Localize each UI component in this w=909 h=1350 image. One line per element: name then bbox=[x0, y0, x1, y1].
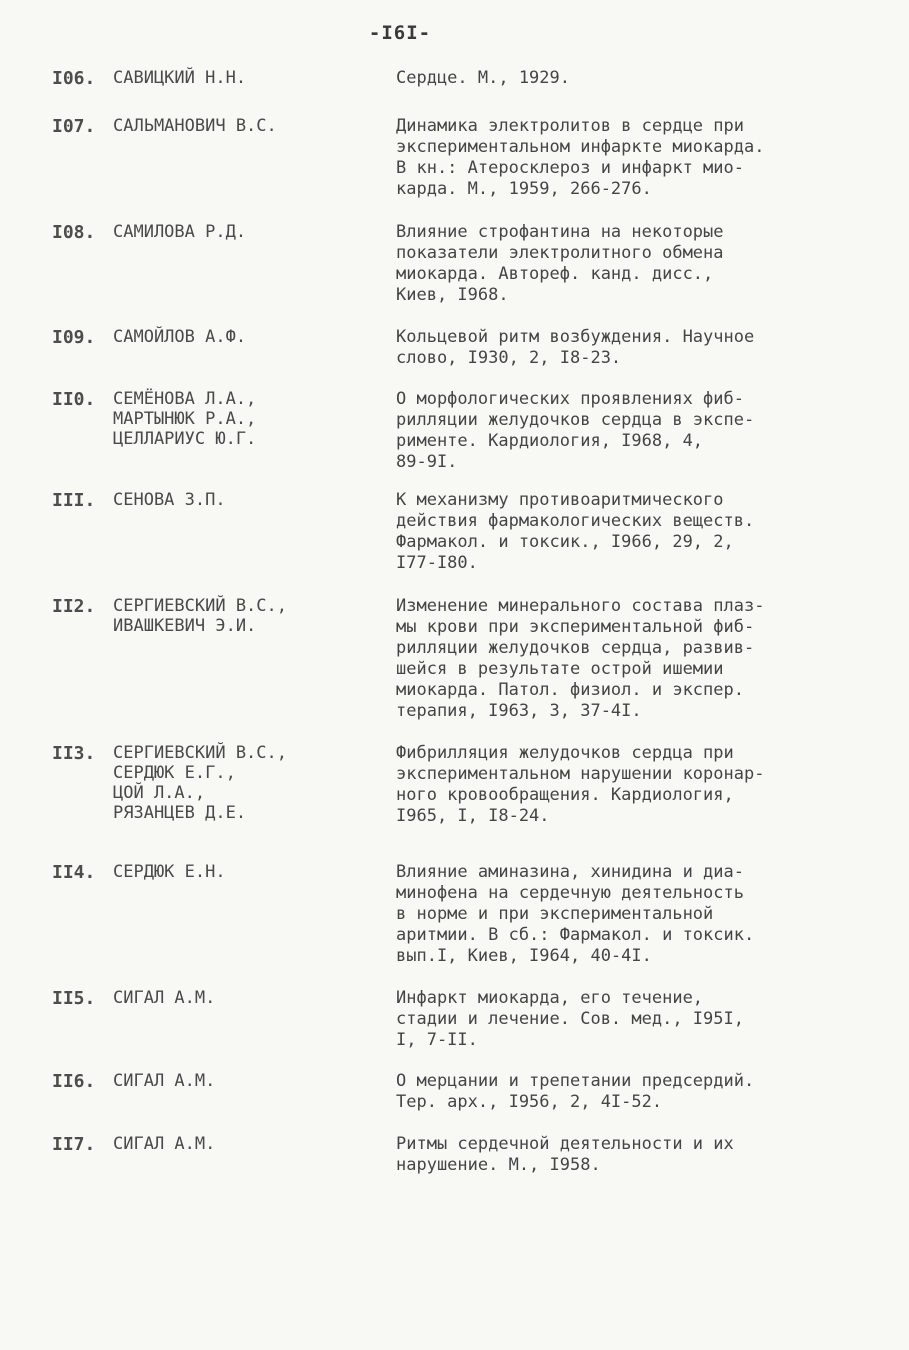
author-name: САЛЬМАНОВИЧ В.С. bbox=[113, 116, 277, 136]
entry-reference: Влияние аминазина, хинидина и диа- минофена на сердечную деятельность в норме и при экспериментальной аритмии. В сб.: Фармакол. и токсик. вып.I, Киев, I964, 40-4I. bbox=[396, 862, 755, 966]
entry-authors bbox=[113, 389, 383, 449]
entry-reference: Влияние строфантина на некоторые показатели электролитного обмена миокарда. Автореф. канд. дисс., Киев, I968. bbox=[396, 222, 724, 305]
author-name: МАРТЫНЮК Р.А., bbox=[113, 409, 257, 429]
entry-authors bbox=[113, 596, 383, 636]
entry-authors bbox=[113, 68, 383, 88]
entry-reference: Инфаркт миокарда, его течение, стадии и лечение. Сов. мед., I95I, I, 7-II. bbox=[396, 988, 744, 1050]
entry-authors bbox=[113, 1134, 383, 1154]
entry-reference: Сердце. М., 1929. bbox=[396, 68, 570, 88]
entry-reference: Динамика электролитов в сердце при экспериментальном инфаркте миокарда. В кн.: Атеросклероз и инфаркт мио- карда. М., 1959, 266-276. bbox=[396, 116, 765, 199]
entry-number: II0. bbox=[52, 389, 96, 410]
entry-number: I09. bbox=[52, 327, 96, 348]
entry-number: I08. bbox=[52, 222, 96, 243]
entry-authors bbox=[113, 327, 383, 347]
entry-number: II4. bbox=[52, 862, 96, 883]
author-name: СЕРДЮК Е.Г., bbox=[113, 763, 236, 783]
entry-number: III. bbox=[52, 490, 96, 511]
entry-authors bbox=[113, 490, 383, 510]
entry-reference: Фибрилляция желудочков сердца при экспериментальном нарушении коронар- ного кровообращения. Кардиология, I965, I, I8-24. bbox=[396, 743, 765, 826]
entry-number: I07. bbox=[52, 116, 96, 137]
author-name: СЕНОВА З.П. bbox=[113, 490, 226, 510]
author-name: СЕРГИЕВСКИЙ В.С., bbox=[113, 596, 287, 616]
entry-reference: К механизму противоаритмического действия фармакологических веществ. Фармакол. и токсик., I966, 29, 2, I77-I80. bbox=[396, 490, 755, 573]
author-name: САМОЙЛОВ А.Ф. bbox=[113, 327, 247, 347]
entry-reference: О морфологических проявлениях фиб- рилляции желудочков сердца в экспе- рименте. Кардиология, I968, 4, 89-9I. bbox=[396, 389, 755, 472]
entry-number: II6. bbox=[52, 1071, 96, 1092]
author-name: СИГАЛ А.М. bbox=[113, 1134, 216, 1154]
author-name: ЦОЙ Л.А., bbox=[113, 783, 206, 803]
author-name: СИГАЛ А.М. bbox=[113, 1071, 216, 1091]
author-name: ИВАШКЕВИЧ Э.И. bbox=[113, 616, 257, 636]
author-name: ЦЕЛЛАРИУС Ю.Г. bbox=[113, 429, 257, 449]
entry-reference: Изменение минерального состава плаз- мы крови при экспериментальной фиб- рилляции желудочков сердца, развив- шейся в результате острой ишемии миокарда. Патол. физиол. и экспер. терапия, I963, 3, 37-4I. bbox=[396, 596, 765, 721]
entry-authors bbox=[113, 743, 383, 823]
page-number: -I6I- bbox=[368, 22, 432, 44]
entry-authors bbox=[113, 116, 383, 136]
entry-reference: Кольцевой ритм возбуждения. Научное слово, I930, 2, I8-23. bbox=[396, 327, 755, 368]
entry-number: II3. bbox=[52, 743, 96, 764]
entry-authors bbox=[113, 988, 383, 1008]
entry-reference: Ритмы сердечной деятельности и их нарушение. М., I958. bbox=[396, 1134, 734, 1175]
author-name: СЕРГИЕВСКИЙ В.С., bbox=[113, 743, 287, 763]
author-name: РЯЗАНЦЕВ Д.Е. bbox=[113, 803, 247, 823]
author-name: САМИЛОВА Р.Д. bbox=[113, 222, 247, 242]
entry-authors bbox=[113, 1071, 383, 1091]
author-name: СЕМЁНОВА Л.А., bbox=[113, 389, 257, 409]
entry-number: II2. bbox=[52, 596, 96, 617]
entry-number: II5. bbox=[52, 988, 96, 1009]
author-name: САВИЦКИЙ Н.Н. bbox=[113, 68, 247, 88]
entry-reference: О мерцании и трепетании предсердий. Тер. арх., I956, 2, 4I-52. bbox=[396, 1071, 755, 1112]
entry-number: II7. bbox=[52, 1134, 96, 1155]
entry-number: I06. bbox=[52, 68, 96, 89]
author-name: СИГАЛ А.М. bbox=[113, 988, 216, 1008]
entry-authors bbox=[113, 222, 383, 242]
entry-authors bbox=[113, 862, 383, 882]
author-name: СЕРДЮК Е.Н. bbox=[113, 862, 226, 882]
